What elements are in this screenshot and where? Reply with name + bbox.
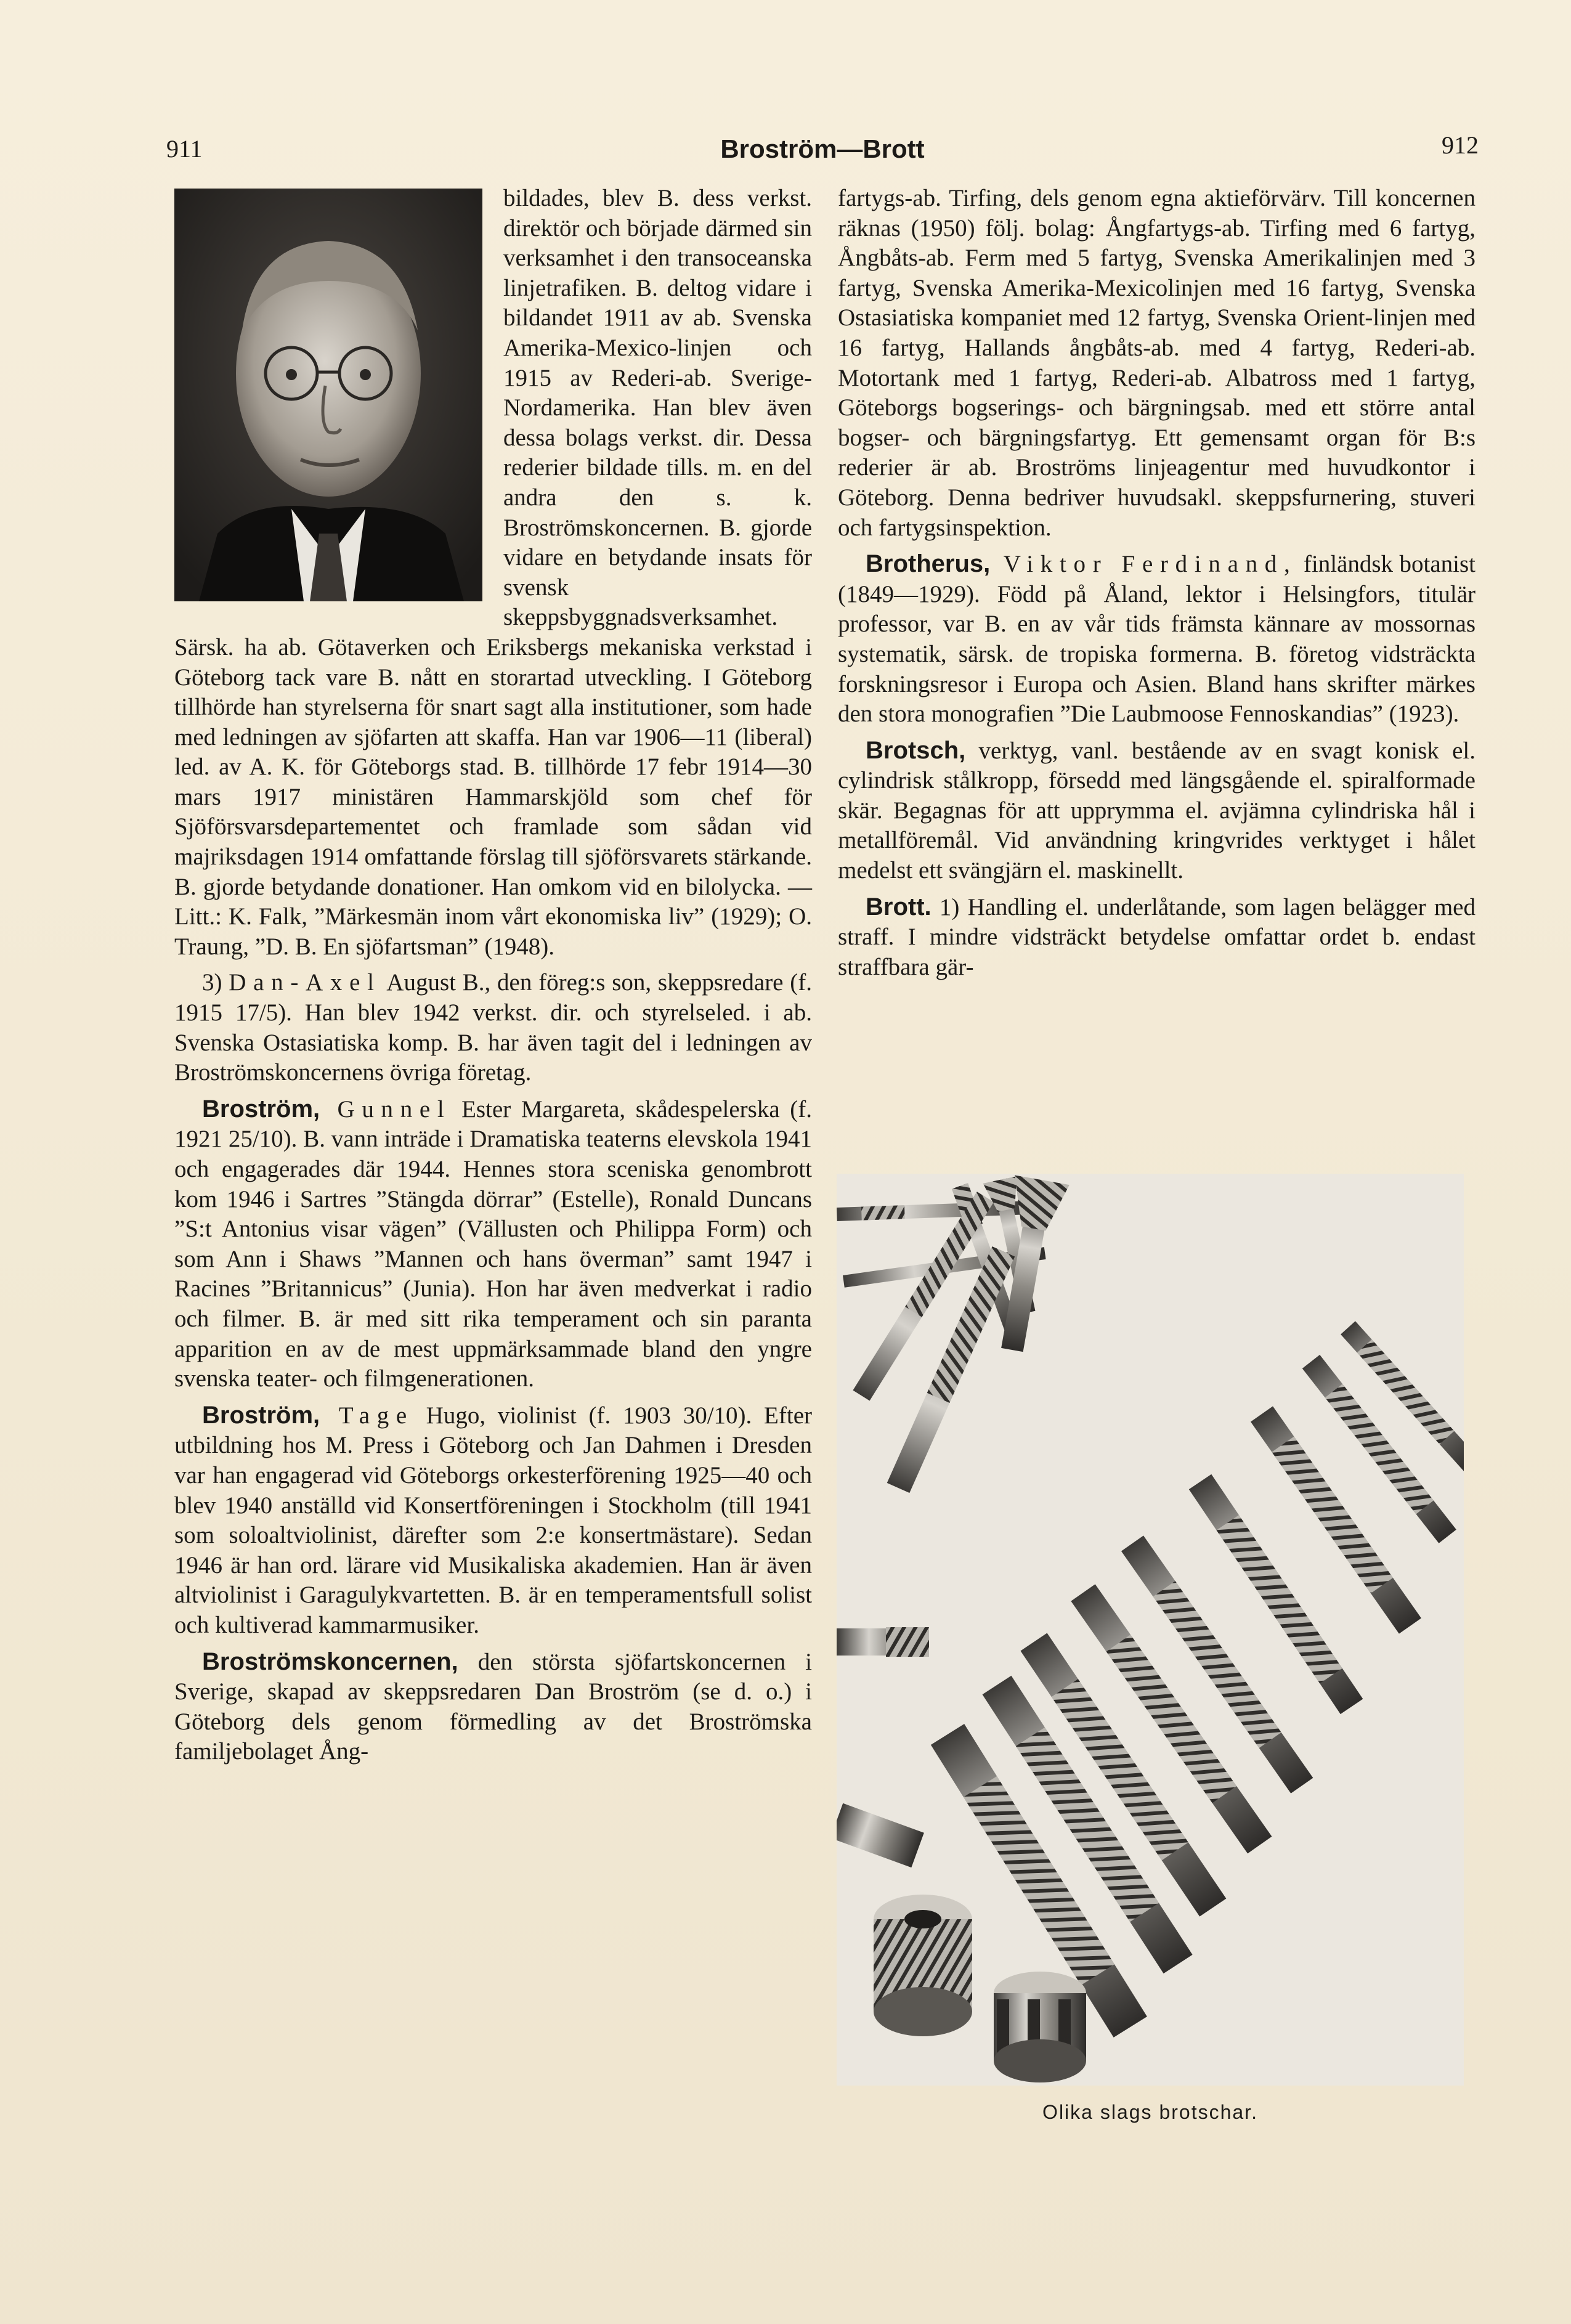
entry-brotsch: Brotsch, verktyg, vanl. bestående av en svagt konisk el. cylindrisk stålkropp, försedd med längsgående el. spiralformade skär. Begagnas för att upprymma el. avjämna cylindriska hål i metallföremål. Vid användning kringvrides verktyget i hålet medelst ett svängjärn el. maskinellt.: [838, 736, 1476, 884]
headword: Broström,: [202, 1095, 320, 1123]
running-head: [166, 131, 1479, 168]
expanding-reamer-head: [994, 1972, 1086, 2082]
reamers-photo: [837, 1174, 1464, 2086]
figure-caption: Olika slags brotschar.: [1042, 2101, 1258, 2123]
entry-dan-axel-brostrom: 3) Dan-Axel August B., den föreg:s son, skeppsredare (f. 1915 17/5). Han blev 1942 verkst. dir. och styrelseled. i ab. Svenska Ostasiatiska komp. B. har även tagit del i ledningen av Broströmskoncernens övriga företag.: [174, 969, 812, 1086]
entry-brotherus: Brotherus, Viktor Ferdinand, finländsk botanist (1849—1929). Född på Åland, lektor i Helsingfors, titulär professor, var B. en av vår tids främsta kännare av mossornas systematik, särsk. de tropiska formerna. B. företog vidsträckta forskningsresor i Europa och Asien. Bland hans skrifter märkes den stora monografien ”Die Laubmoose Fennoskandias” (1923).: [838, 550, 1476, 728]
headword: Broströmskoncernen,: [202, 1648, 458, 1675]
shell-reamer: [874, 1895, 972, 2036]
headword: Brott.: [866, 893, 932, 920]
right-column: [838, 184, 1476, 988]
page-number-right: 912: [1442, 131, 1479, 159]
entry-name: Viktor Ferdinand,: [990, 551, 1297, 578]
headword: Broström,: [202, 1401, 320, 1429]
entry-brostromskoncernen: Broströmskoncernen, den största sjöfartskoncernen i Sverige, skapad av skeppsredaren Dan Broström (se d. o.) i Göteborg dels genom förmedling av det Broströmska familjebolaget Ång-: [174, 1648, 812, 1765]
entry-gunnel-brostrom: Broström, Gunnel Ester Margareta, skådespelerska (f. 1921 25/10). B. vann inträde i Dramatiska teaterns elevskola 1941 och engagerades där 1944. Hennes stora sceniska genombrott kom 1946 i Sartres ”Stängda dörrar” (Estelle), Ronald Duncans ”S:t Antonius visar vägen” (Vällusten och Philippa Form) och som Ann i Shaws ”Mannen och hans överman” samt 1947 i Racines ”Britannicus” (Junia). Hon har även medverkat i radio och filmer. B. är med sitt rika temperament och sin paranta apparition en av de mest uppmärksammade bland den yngre svenska teater- och filmgenerationen.: [174, 1095, 812, 1392]
page-number-left: 911: [166, 135, 203, 163]
left-column: [174, 184, 812, 1773]
headword: Brotsch,: [866, 736, 966, 764]
page-title: Broström—Brott: [720, 134, 925, 163]
entry-name: Gunnel: [320, 1095, 452, 1123]
portrait-photo: [174, 189, 482, 601]
entry-name: Dan-Axel: [229, 969, 381, 996]
headword: Brotherus,: [866, 550, 991, 578]
entry-brott: Brott. 1) Handling el. underlåtande, som lagen belägger med straff. I mindre vidsträckt betydelse omfattar ordet b. endast straffbara gär-: [838, 893, 1476, 980]
entry-dan-brostrom-continued: bildades, blev B. dess verkst. direktör och började därmed sin verksamhet i den transoceanska linjetrafiken. B. deltog vidare i bildandet 1911 av ab. Svenska Amerika-Mexico-linjen och 1915 av Rederi-ab. Sverige-Nordamerika. Han blev även dessa bolags verkst. dir. Dessa rederier bildade tills. m. en del andra den s. k. Broströmskoncernen. B. gjorde vidare en betydande insats för svensk skeppsbyggnadsverksamhet. Särsk. ha ab. Götaverken och Eriksbergs mekaniska verkstad i Göteborg tack vare B. nått en storartad utveckling. I Göteborg tillhörde han styrelserna för snart sagt alla institutioner, som hade med ledningen av sjöfarten att skaffa. Han var 1906—11 (liberal) led. av A. K. för Göteborgs stad. B. tillhörde 17 febr 1914—30 mars 1917 ministären Hammarskjöld som chef för Sjöförsvarsdepartementet och framlade som sådan vid majriksdagen 1914 omfattande förslag till sjöförsvarets stärkande. B. gjorde betydande donationer. Han omkom vid en bilolycka. — Litt.: K. Falk, ”Märkesmän inom vårt ekonomiska liv” (1929); O. Traung, ”D. B. En sjöfartsman” (1948).: [174, 185, 812, 960]
entry-brostromskoncernen-continued: fartygs-ab. Tirfing, dels genom egna aktieförvärv. Till koncernen räknas (1950) följ. bolag: Ångfartygs-ab. Tirfing med 6 fartyg, Ångbåts-ab. Ferm med 5 fartyg, Svenska Amerikalinjen med 3 fartyg, Svenska Amerika-Mexicolinjen med 16 fartyg, Svenska Ostasiatiska kompaniet med 12 fartyg, Svenska Orient-linjen med 16 fartyg, Hallands ångbåts-ab. med 4 fartyg, Rederi-ab. Motortank med 1 fartyg, Rederi-ab. Albatross med 1 fartyg, Göteborgs bogserings- och bärgningsab. med ett större antal bogser- och bärgningsfartyg. Ett gemensamt organ för B:s rederier är ab. Broströms linjeagentur med huvudkontor i Göteborg. Denna bedriver huvudsakl. skeppsfurnering, stuveri och fartygsinspektion.: [838, 185, 1476, 541]
entry-name: Tage: [320, 1402, 414, 1429]
entry-tage-brostrom: Broström, Tage Hugo, violinist (f. 1903 30/10). Efter utbildning hos M. Press i Göteborg och Jan Dahmen i Dresden var han engagerad vid Göteborgs orkesterförening 1925—40 och blev 1940 anställd vid Konsertföreningen i Stockholm (till 1941 som soloaltviolinist, därefter som 2:e konsertmästare). Sedan 1946 är han ord. lärare vid Musikaliska akademien. Han är även altviolinist i Garagulykvartetten. B. är en temperamentsfull solist och kultiverad kammarmusiker.: [174, 1401, 812, 1638]
